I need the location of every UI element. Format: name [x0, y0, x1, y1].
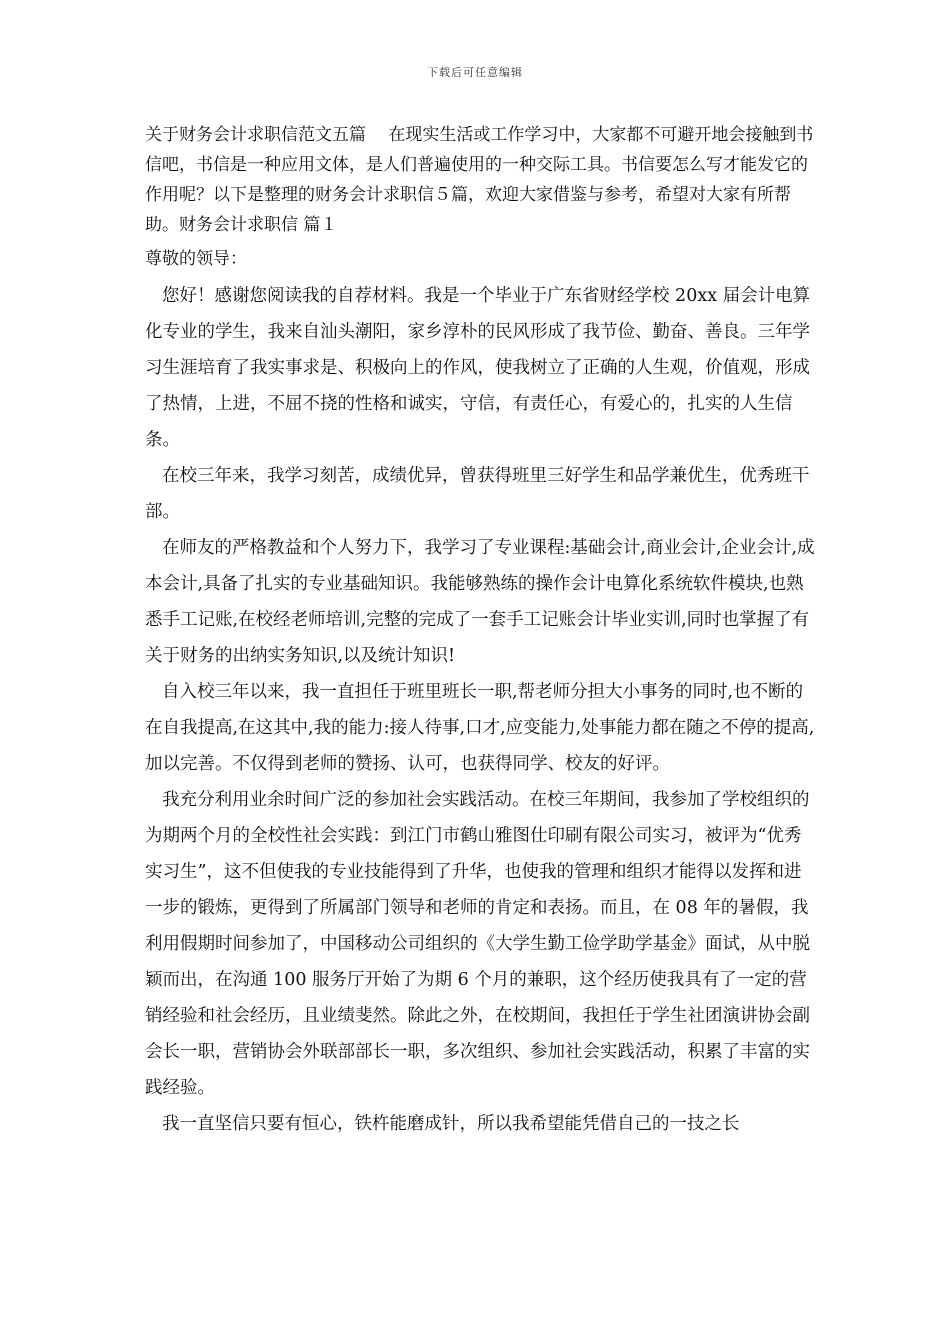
document-body	[145, 120, 815, 1142]
salutation: 尊敬的领导：	[145, 249, 247, 269]
intro-paragraph: 关于财务会计求职信范文五篇 在现实生活或工作学习中，大家都不可避开地会接触到书信吧，书信是一种应用文体，是人们普遍使用的一种交际工具。书信要怎么写才能发它的作用呢？以下是整理的财务会计求职信５篇，欢迎大家借鉴与参考，希望对大家有所帮助。财务会计求职信 篇１	[145, 125, 814, 235]
body-paragraph-2: 在校三年来，我学习刻苦，成绩优异，曾获得班里三好学生和品学兼优生，优秀班干部。	[145, 466, 810, 522]
body-paragraph-3: 在师友的严格教益和个人努力下，我学习了专业课程:基础会计,商业会计,企业会计,成本会计,具备了扎实的专业基础知识。我能够熟练的操作会计电算化系统软件模块,也熟悉手工记账,在校经老师培训,完整的完成了一套手工记账会计毕业实训,同时也掌握了有关于财务的出纳实务知识,以及统计知识!	[145, 538, 815, 666]
page-header-note: 下载后可任意编辑	[427, 66, 523, 79]
body-paragraph-4: 自入校三年以来，我一直担任于班里班长一职,帮老师分担大小事务的同时,也不断的在自我提高,在这其中,我的能力:接人待事,口才,应变能力,处事能力都在随之不停的提高,加以完善。不仅得到老师的赞扬、认可，也获得同学、校友的好评。	[145, 682, 815, 774]
body-paragraph-1: 您好！感谢您阅读我的自荐材料。我是一个毕业于广东省财经学校 20xx 届会计电算化专业的学生，我来自汕头潮阳，家乡淳朴的民风形成了我节俭、勤奋、善良。三年学习生涯培育了我实事求是、积极向上的作风，使我树立了正确的人生观，价值观，形成了热情，上进，不屈不挠的性格和诚实，守信，有责任心，有爱心的，扎实的人生信条。	[145, 286, 811, 450]
body-paragraph-5: 我充分利用业余时间广泛的参加社会实践活动。在校三年期间，我参加了学校组织的为期两个月的全校性社会实践：到江门市鹤山雅图仕印刷有限公司实习，被评为“优秀实习生”，这不但使我的专业技能得到了升华，也使我的管理和组织才能得以发挥和进一步的锻炼，更得到了所属部门领导和老师的肯定和表扬。而且，在 08 年的暑假，我利用假期时间参加了，中国移动公司组织的《大学生勤工俭学助学基金》面试，从中脱颖而出，在沟通 100 服务厅开始了为期 6 个月的兼职，这个经历使我具有了一定的营销经验和社会经历，且业绩斐然。除此之外，在校期间，我担任于学生社团演讲协会副会长一职，营销协会外联部部长一职，多次组织、参加社会实践活动，积累了丰富的实践经验。	[145, 790, 810, 1098]
body-paragraph-6: 我一直坚信只要有恒心，铁杵能磨成针，所以我希望能凭借自己的一技之长	[162, 1114, 740, 1134]
